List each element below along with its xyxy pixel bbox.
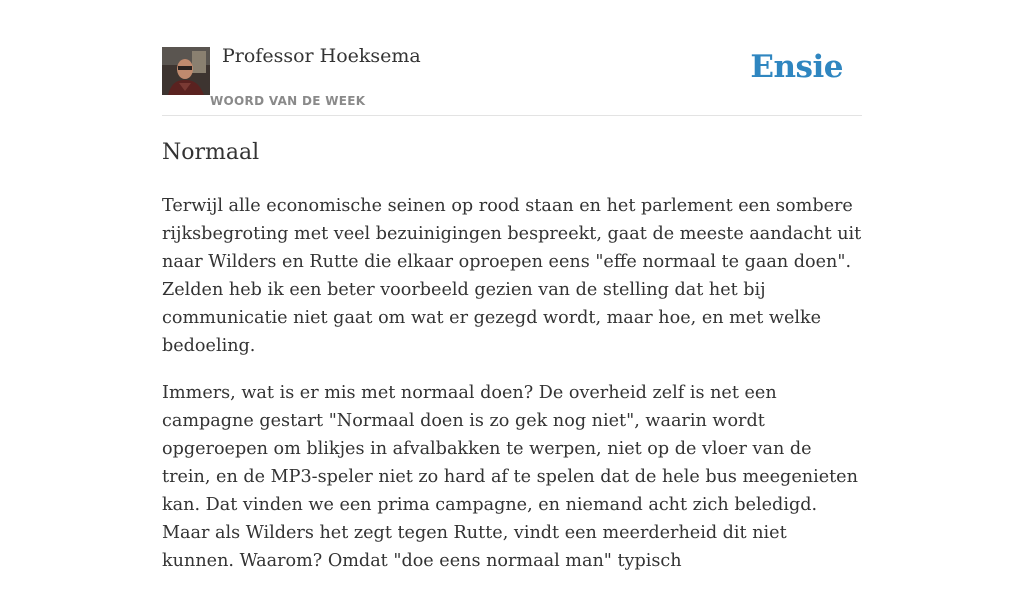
avatar[interactable] xyxy=(162,47,210,95)
header xyxy=(162,0,862,116)
article-title: Normaal xyxy=(162,140,260,165)
brand-logo[interactable]: Ensie xyxy=(750,49,843,85)
article-paragraph: Terwijl alle economische seinen op rood staan en het parlement een sombere rijksbegroting met veel bezuinigingen bespreekt, gaat de meeste aandacht uit naar Wilders en Rutte die elkaar oproepen eens "effe normaal te gaan doen". Zelden heb ik een beter voorbeeld gezien van de stelling dat het bij communicatie niet gaat om wat er gezegd wordt, maar hoe, en met welke bedoeling. xyxy=(162,196,862,356)
article-body xyxy=(162,192,862,594)
author-name[interactable]: Professor Hoeksema xyxy=(222,45,421,67)
article-paragraph: Immers, wat is er mis met normaal doen? De overheid zelf is net een campagne gestart "Normaal doen is zo gek nog niet", waarin wordt opgeroepen om blikjes in afvalbakken te werpen, niet op de vloer van de trein, en de MP3-speler niet zo hard af te spelen dat de hele bus meegenieten kan. Dat vinden we een prima campagne, en niemand acht zich beledigd. Maar als Wilders het zegt tegen Rutte, vindt een meerderheid dit niet kunnen. Waarom? Omdat "doe eens normaal man" typisch xyxy=(162,383,858,571)
avatar-photo xyxy=(162,47,210,95)
category-label[interactable]: WOORD VAN DE WEEK xyxy=(210,94,366,108)
content-container xyxy=(162,0,862,571)
